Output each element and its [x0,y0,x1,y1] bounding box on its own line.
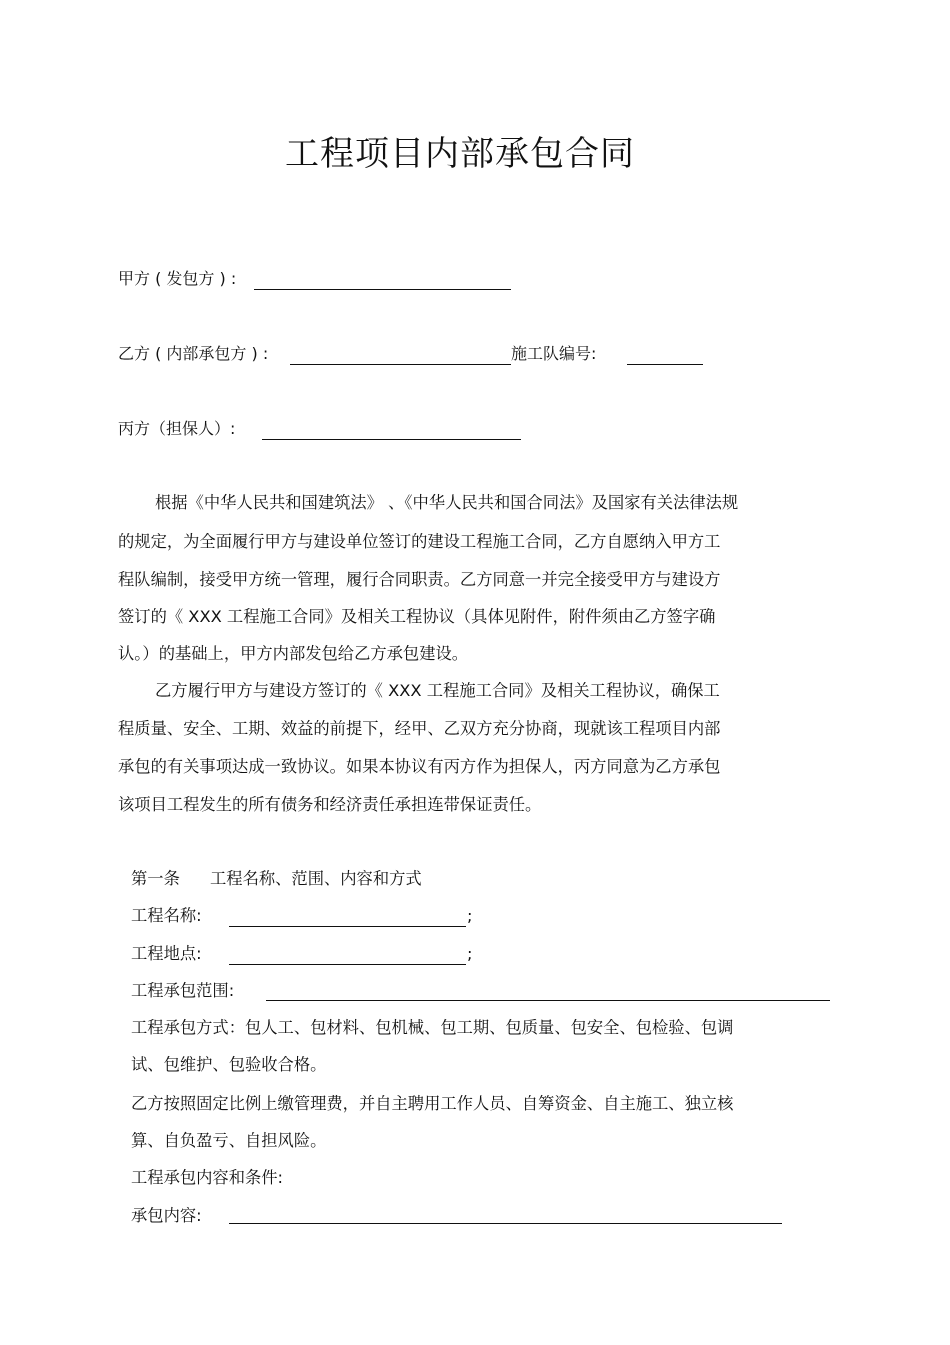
page-title: 工程项目内部承包合同 [285,134,635,174]
preamble-p1-line: 签订的《 XXX 工程施工合同》及相关工程协议（具体见附件，附件须由乙方签字确 [118,607,716,626]
project-scope-label: 工程承包范围: [131,981,235,1000]
party-a-blank [254,289,511,290]
preamble-p1-line: 根据《中华人民共和国建筑法》 、《中华人民共和国合同法》及国家有关法律法规 [155,493,739,512]
preamble-p2-line: 该项目工程发生的所有债务和经济责任承担连带保证责任。 [118,795,542,814]
preamble-p2-line: 乙方履行甲方与建设方签订的《 XXX 工程施工合同》及相关工程协议，确保工 [155,681,720,700]
project-name-suffix: ; [467,906,473,925]
team-no-blank [627,364,703,365]
project-scope-blank [266,1000,830,1001]
preamble-p2-line: 承包的有关事项达成一致协议。如果本协议有丙方作为担保人，丙方同意为乙方承包 [118,757,721,776]
article-1-number: 第一条 [131,869,180,888]
party-b-label: 乙方 ( 内部承包方 ) : [118,344,269,363]
party-b-blank [290,364,511,365]
project-location-blank [229,964,466,965]
content-conditions-label: 工程承包内容和条件: [131,1168,284,1187]
project-location-label: 工程地点: [131,944,202,963]
party-c-blank [262,439,521,440]
party-c-label: 丙方（担保人）: [118,419,236,438]
management-fee-line: 乙方按照固定比例上缴管理费，并自主聘用工作人员、自筹资金、自主施工、独立核 [131,1094,734,1113]
contract-content-label: 承包内容: [131,1206,202,1225]
team-no-label: 施工队编号: [511,344,597,363]
preamble-p1-line: 程队编制，接受甲方统一管理，履行合同职责。乙方同意一并完全接受甲方与建设方 [118,570,721,589]
contract-method-line: 试、包维护、包验收合格。 [131,1055,327,1074]
project-name-label: 工程名称: [131,906,202,925]
contract-content-blank [229,1223,782,1224]
management-fee-line: 算、自负盈亏、自担风险。 [131,1131,327,1150]
preamble-p1-line: 认。）的基础上，甲方内部发包给乙方承包建设。 [118,644,469,663]
preamble-p1-line: 的规定，为全面履行甲方与建设单位签订的建设工程施工合同，乙方自愿纳入甲方工 [118,532,721,551]
project-name-blank [229,926,466,927]
contract-method-line: 工程承包方式：包人工、包材料、包机械、包工期、包质量、包安全、包检验、包调 [131,1018,734,1037]
project-location-suffix: ; [467,944,473,963]
preamble-p2-line: 程质量、安全、工期、效益的前提下，经甲、乙双方充分协商，现就该工程项目内部 [118,719,721,738]
party-a-label: 甲方 ( 发包方 ) : [118,269,237,288]
article-1-heading: 工程名称、范围、内容和方式 [210,869,422,888]
